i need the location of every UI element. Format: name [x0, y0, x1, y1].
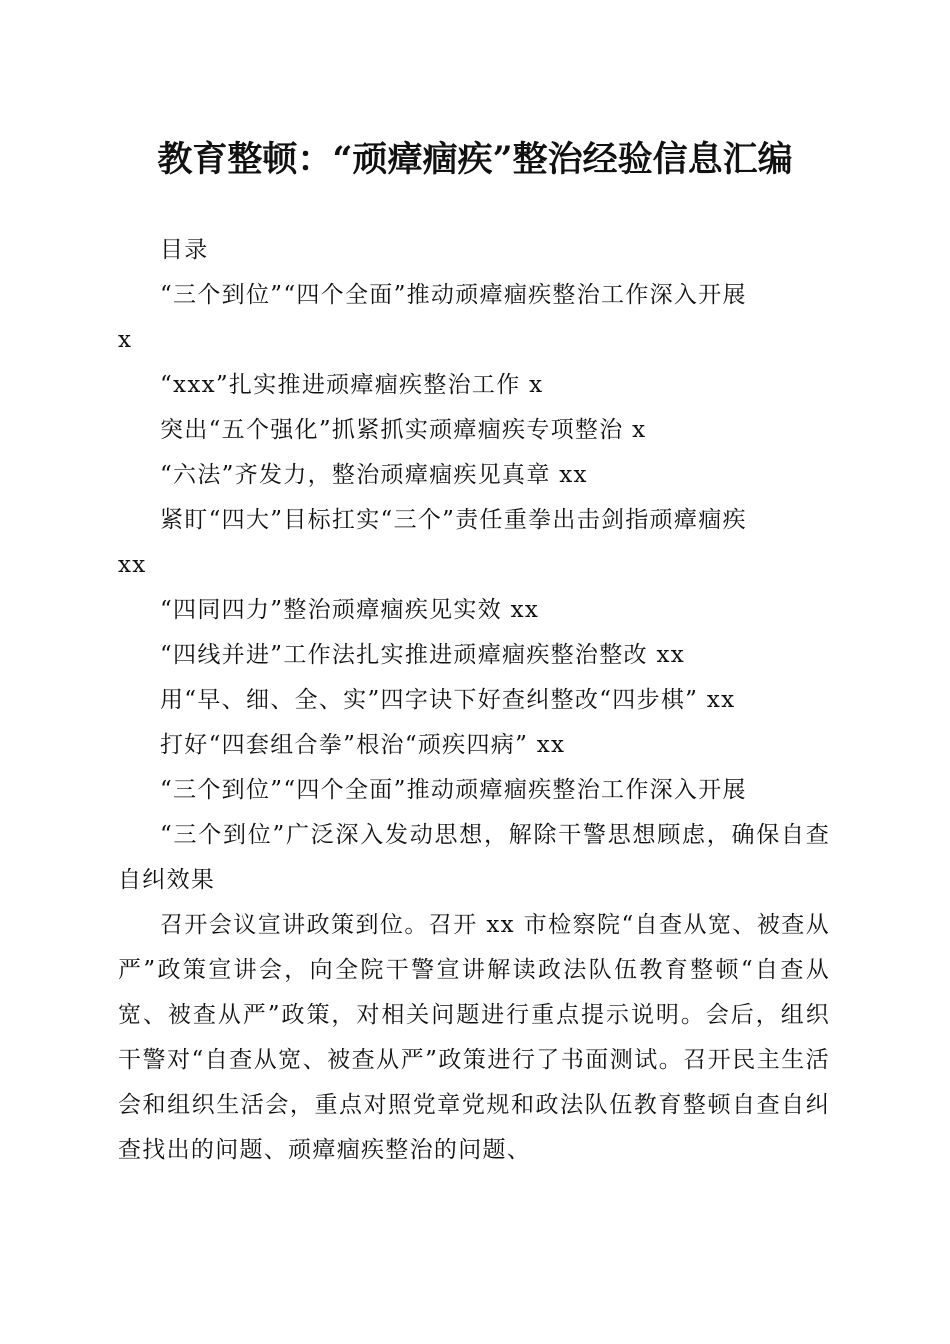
toc-item: “四线并进”工作法扎实推进顽瘴痼疾整治整改 xx — [160, 642, 685, 668]
toc-item: “xxx”扎实推进顽瘴痼疾整治工作 x — [160, 372, 544, 398]
toc-item-page: xx — [118, 552, 147, 578]
toc-item: “四同四力”整治顽瘴痼疾见实效 xx — [160, 597, 540, 623]
toc-heading: 目录 — [160, 237, 209, 263]
document-title: 教育整顿：“顽瘴痼疾”整治经验信息汇编 — [157, 139, 793, 180]
body-paragraph: 召开会议宣讲政策到位。召开 xx 市检察院“自查从宽、被查从严”政策宣讲会，向全院干警宣讲解读政法队伍教育整顿“自查从宽、被查从严”政策，对相关问题进行重点提示说明。会后，组织干警对“自查从宽、被查从严”政策进行了书面测试。召开民主生活会和组织生活会，重点对照党章党规和政法队伍教育整顿自查自纠查找出的问题、顽瘴痼疾整治的问题、 — [118, 912, 830, 1163]
toc-item: 紧盯“四大”目标扛实“三个”责任重拳出击剑指顽瘴痼疾 — [160, 507, 747, 533]
toc-item: 用“早、细、全、实”四字诀下好查纠整改“四步棋” xx — [160, 687, 736, 713]
toc-item: “六法”齐发力，整治顽瘴痼疾见真章 xx — [160, 462, 588, 488]
toc-item: 打好“四套组合拳”根治“顽疾四病” xx — [160, 732, 566, 758]
document-body — [118, 228, 830, 1173]
toc-item: “三个到位”“四个全面”推动顽瘴痼疾整治工作深入开展 — [160, 282, 747, 308]
subsection-title: “三个到位”广泛深入发动思想，解除干警思想顾虑，确保自查自纠效果 — [118, 822, 830, 893]
section-title: “三个到位”“四个全面”推动顽瘴痼疾整治工作深入开展 — [160, 777, 747, 803]
toc-item-page: x — [118, 327, 133, 353]
toc-item: 突出“五个强化”抓紧抓实顽瘴痼疾专项整治 x — [160, 417, 647, 443]
